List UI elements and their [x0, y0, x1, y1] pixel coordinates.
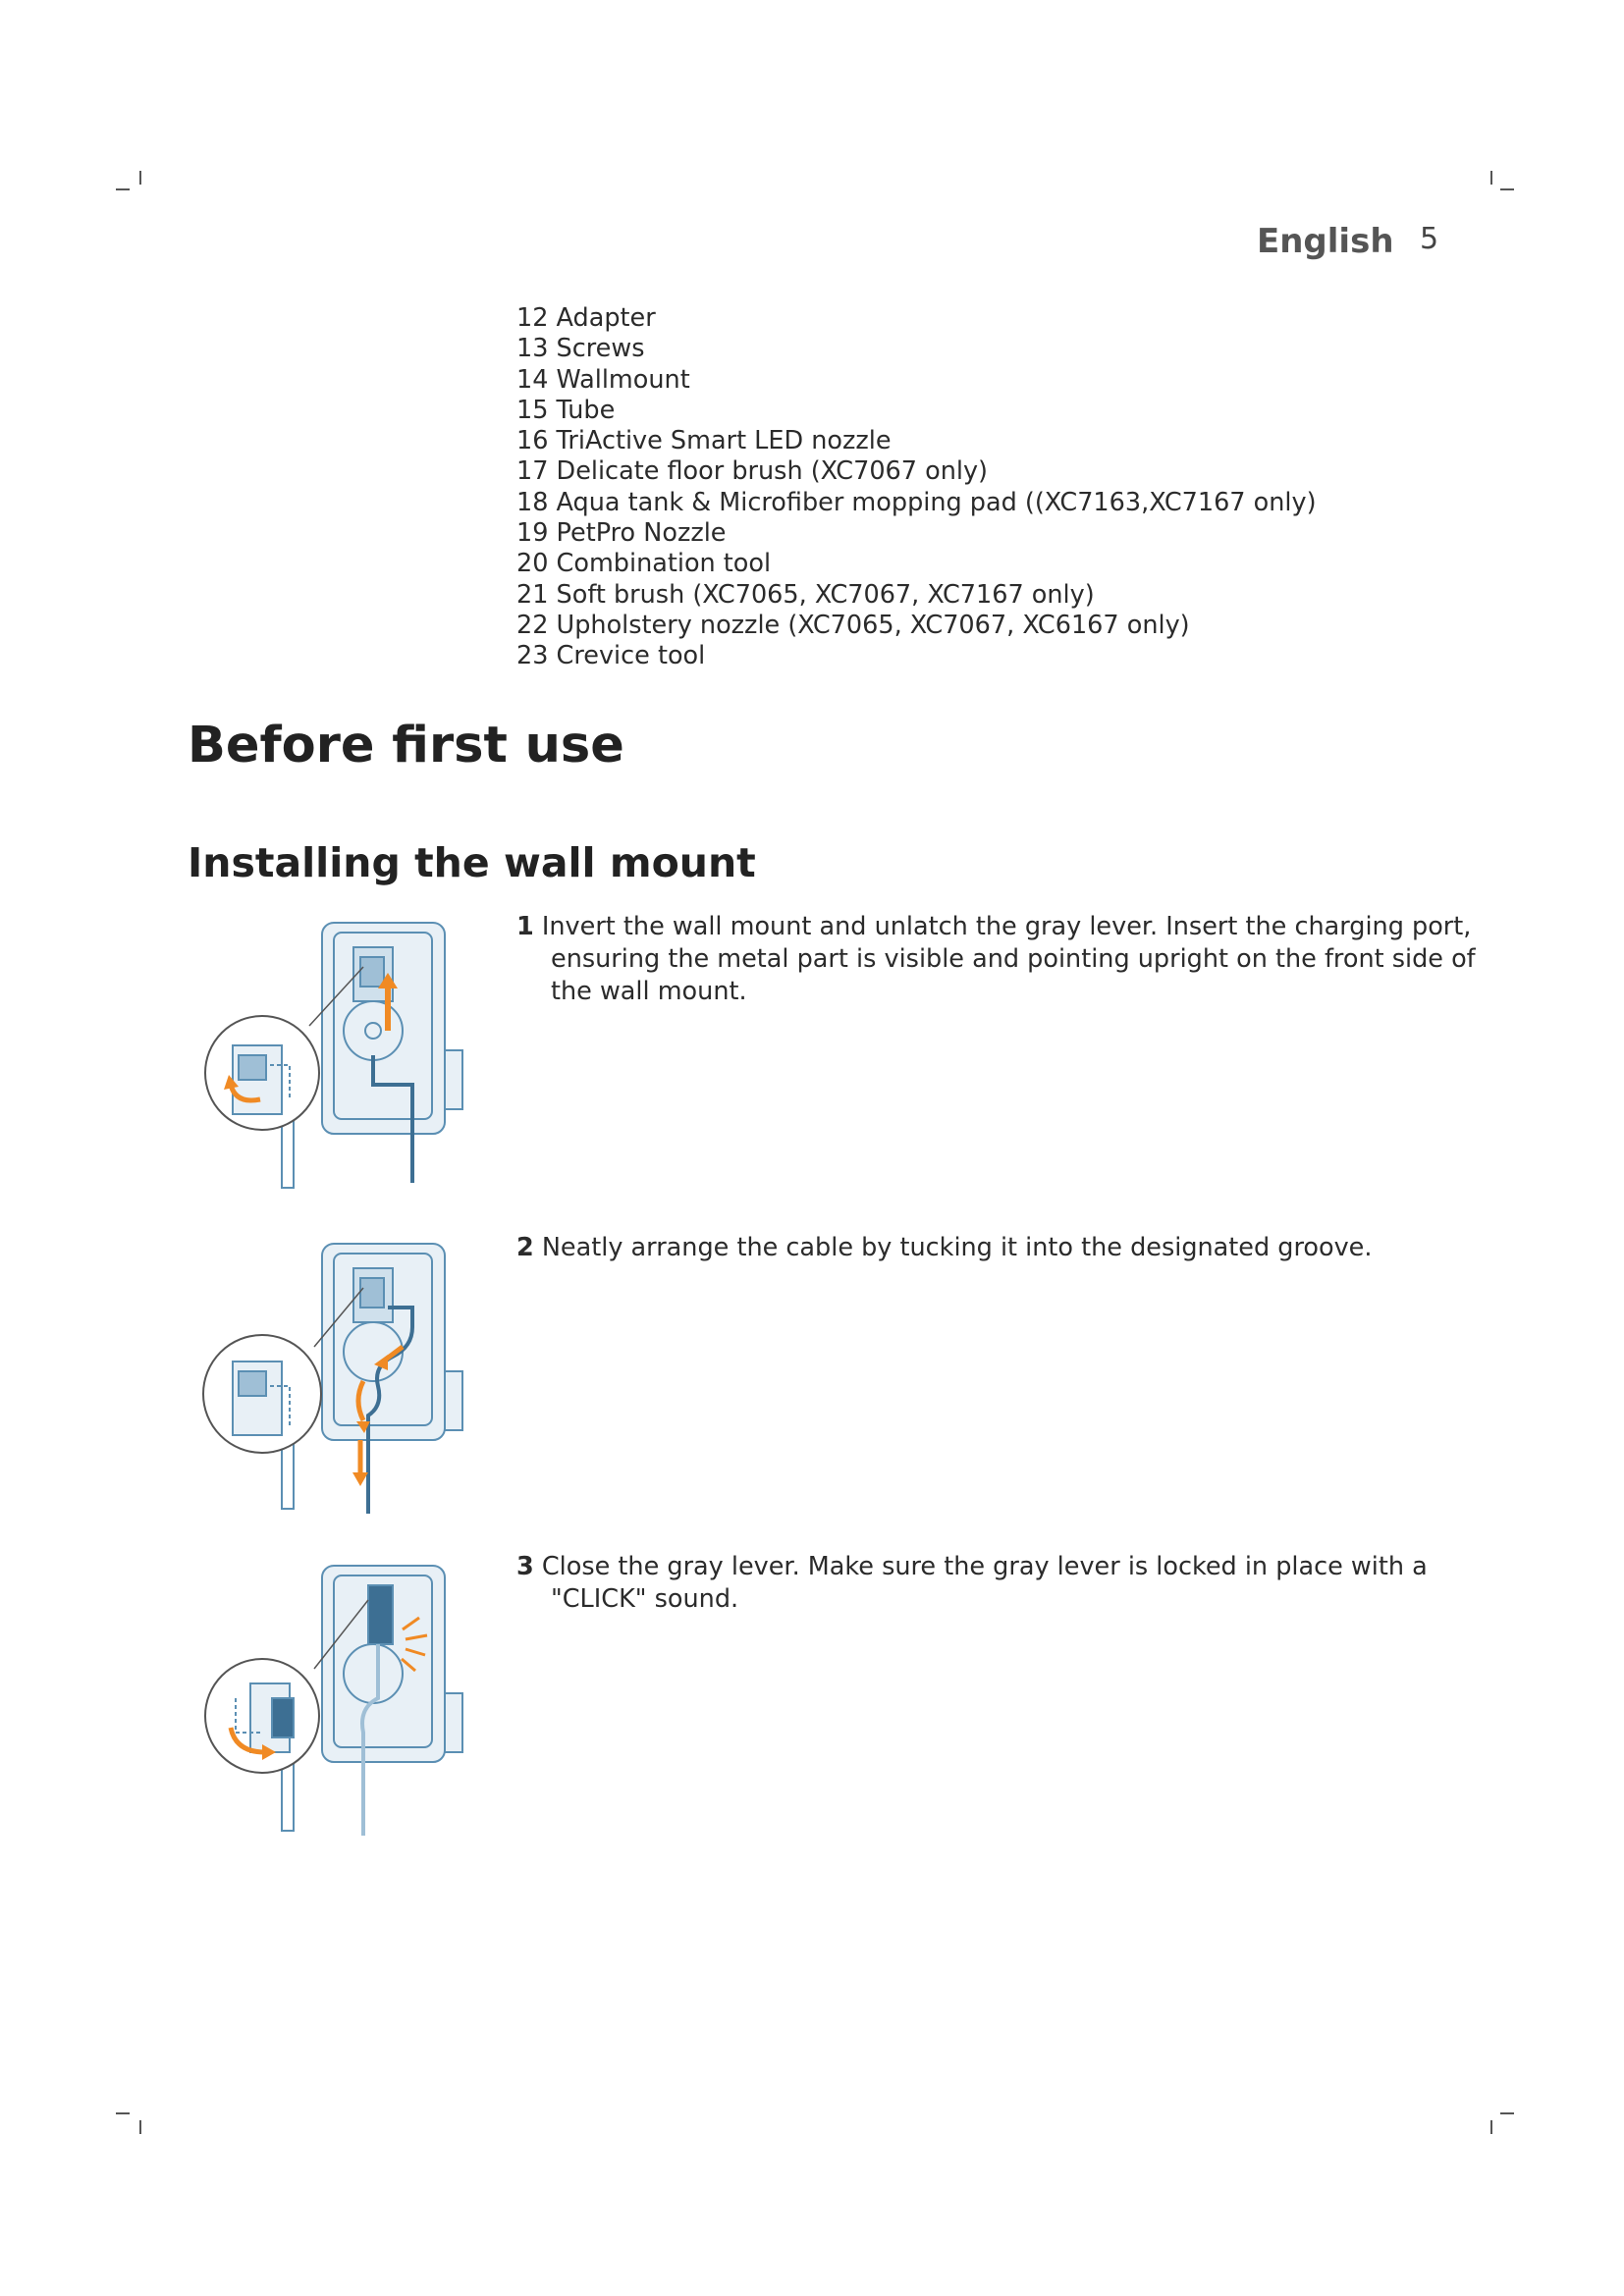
- crop-mark-top-right: [1500, 188, 1514, 190]
- subsection-title: Installing the wall mount: [188, 839, 756, 886]
- list-item: 23 Crevice tool: [516, 641, 706, 671]
- crop-mark-bottom-left: [139, 2120, 141, 2134]
- crop-mark-top-left: [116, 188, 130, 190]
- list-item: 22 Upholstery nozzle (XC7065, XC7067, XC6167 only): [516, 610, 1190, 640]
- step-2-illustration: [191, 1239, 466, 1514]
- step-number: 2: [516, 1233, 534, 1262]
- crop-mark-bottom-right: [1500, 2112, 1514, 2114]
- step-3-text: [516, 1551, 1484, 1616]
- crop-mark-top-right: [1490, 171, 1492, 185]
- page-number: 5: [1420, 222, 1439, 256]
- header-language: English: [1257, 222, 1394, 261]
- crop-mark-bottom-right: [1490, 2120, 1492, 2134]
- list-item: 21 Soft brush (XC7065, XC7067, XC7167 only): [516, 579, 1095, 610]
- step-instruction: Invert the wall mount and unlatch the gray lever. Insert the charging port, ensuring the metal part is visible and pointing upright on the front side of the wall mount.: [541, 912, 1476, 1006]
- list-item: 17 Delicate floor brush (XC7067 only): [516, 456, 988, 487]
- list-item: 18 Aqua tank & Microfiber mopping pad ((XC7163,XC7167 only): [516, 487, 1317, 517]
- step-1-text: [516, 911, 1484, 1008]
- step-2-text: [516, 1232, 1484, 1264]
- list-item: 20 Combination tool: [516, 549, 772, 579]
- list-item: 15 Tube: [516, 395, 616, 425]
- step-instruction: Close the gray lever. Make sure the gray lever is locked in place with a "CLICK" sound.: [541, 1552, 1428, 1614]
- parts-list: [516, 303, 1317, 672]
- step-instruction: Neatly arrange the cable by tucking it into the designated groove.: [541, 1233, 1373, 1262]
- step-number: 1: [516, 912, 534, 941]
- list-item: 14 Wallmount: [516, 364, 690, 395]
- section-title: Before first use: [188, 717, 624, 774]
- list-item: 13 Screws: [516, 334, 645, 364]
- list-item: 16 TriActive Smart LED nozzle: [516, 426, 892, 456]
- list-item: 19 PetPro Nozzle: [516, 518, 727, 549]
- step-number: 3: [516, 1552, 534, 1581]
- crop-mark-bottom-left: [116, 2112, 130, 2114]
- step-3-illustration: [191, 1561, 466, 1836]
- step-1-illustration: [191, 918, 466, 1193]
- crop-mark-top-left: [139, 171, 141, 185]
- list-item: 12 Adapter: [516, 303, 656, 333]
